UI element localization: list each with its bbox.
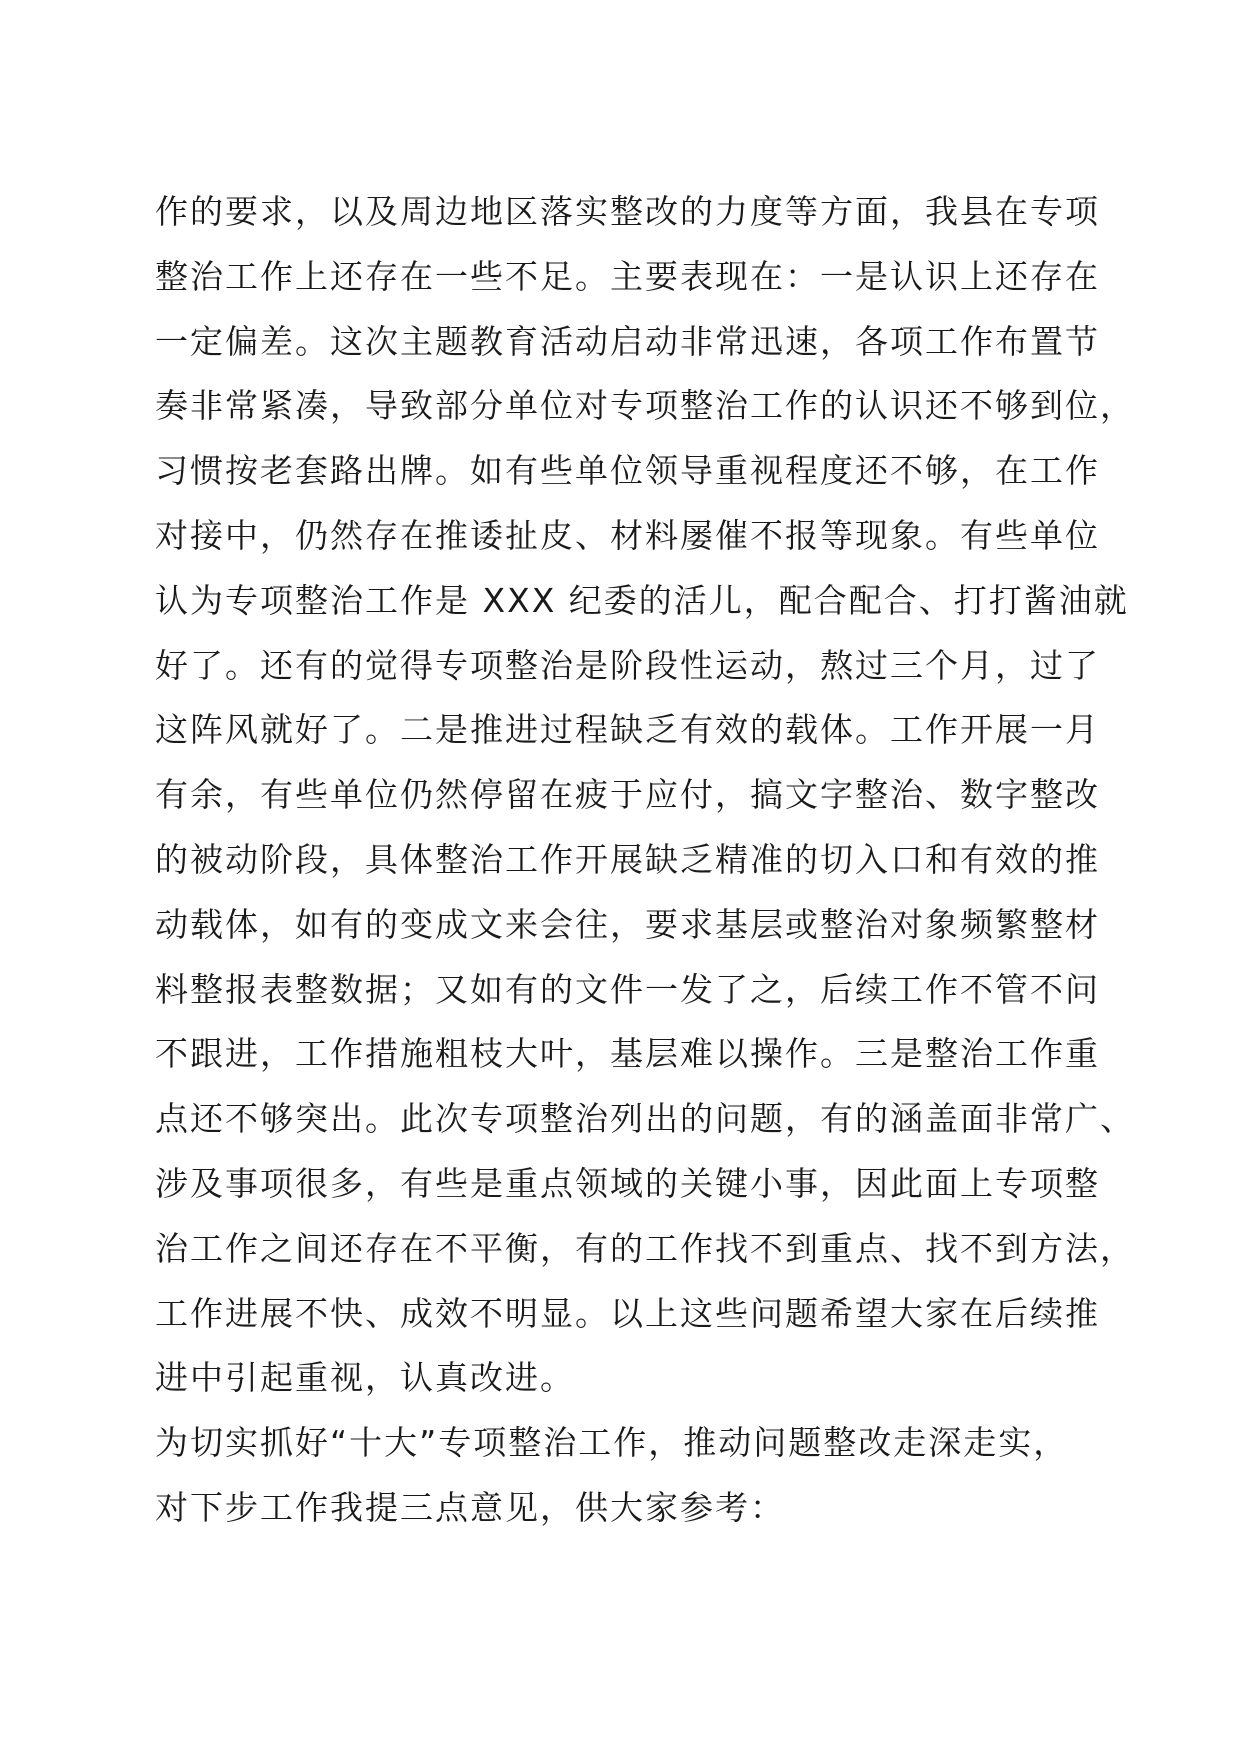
text-line: 进中引起重视，认真改进。	[155, 1358, 575, 1398]
body-text	[155, 180, 1135, 1541]
text-line: 有余，有些单位仍然停留在疲于应付，搞文字整治、数字整改	[155, 775, 1100, 815]
text-line: 这阵风就好了。二是推进过程缺乏有效的载体。工作开展一月	[155, 710, 1100, 750]
text-line: 不跟进，工作措施粗枝大叶，基层难以操作。三是整治工作重	[155, 1034, 1100, 1074]
text-line: 点还不够突出。此次专项整治列出的问题，有的涵盖面非常广、	[155, 1099, 1135, 1139]
text-line: 习惯按老套路出牌。如有些单位领导重视程度还不够，在工作	[155, 451, 1100, 491]
text-line: 的被动阶段，具体整治工作开展缺乏精准的切入口和有效的推	[155, 839, 1100, 879]
text-line: 对下步工作我提三点意见，供大家参考：	[155, 1487, 785, 1527]
text-line: 整治工作上还存在一些不足。主要表现在：一是认识上还存在	[155, 256, 1100, 296]
text-line: 作的要求，以及周边地区落实整改的力度等方面，我县在专项	[155, 192, 1100, 231]
text-line: 好了。还有的觉得专项整治是阶段性运动，熬过三个月，过了	[155, 645, 1100, 685]
text-line: 对接中，仍然存在推诿扯皮、材料屡催不报等现象。有些单位	[155, 515, 1100, 555]
text-line: 治工作之间还存在不平衡，有的工作找不到重点、找不到方法，	[155, 1228, 1135, 1268]
text-line: 为切实抓好“十大”专项整治工作，推动问题整改走深走实，	[155, 1423, 1069, 1463]
text-line: 工作进展不快、成效不明显。以上这些问题希望大家在后续推	[155, 1293, 1100, 1333]
text-line: 一定偏差。这次主题教育活动启动非常迅速，各项工作布置节	[155, 321, 1100, 361]
text-line: 涉及事项很多，有些是重点领域的关键小事，因此面上专项整	[155, 1163, 1100, 1203]
text-line: 动载体，如有的变成文来会往，要求基层或整治对象频繁整材	[155, 904, 1100, 944]
text-line: 认为专项整治工作是 XXX 纪委的活儿，配合配合、打打酱油就	[155, 580, 1129, 620]
text-line: 奏非常紧凑，导致部分单位对专项整治工作的认识还不够到位，	[155, 386, 1135, 426]
text-line: 料整报表整数据；又如有的文件一发了之，后续工作不管不问	[155, 969, 1100, 1009]
